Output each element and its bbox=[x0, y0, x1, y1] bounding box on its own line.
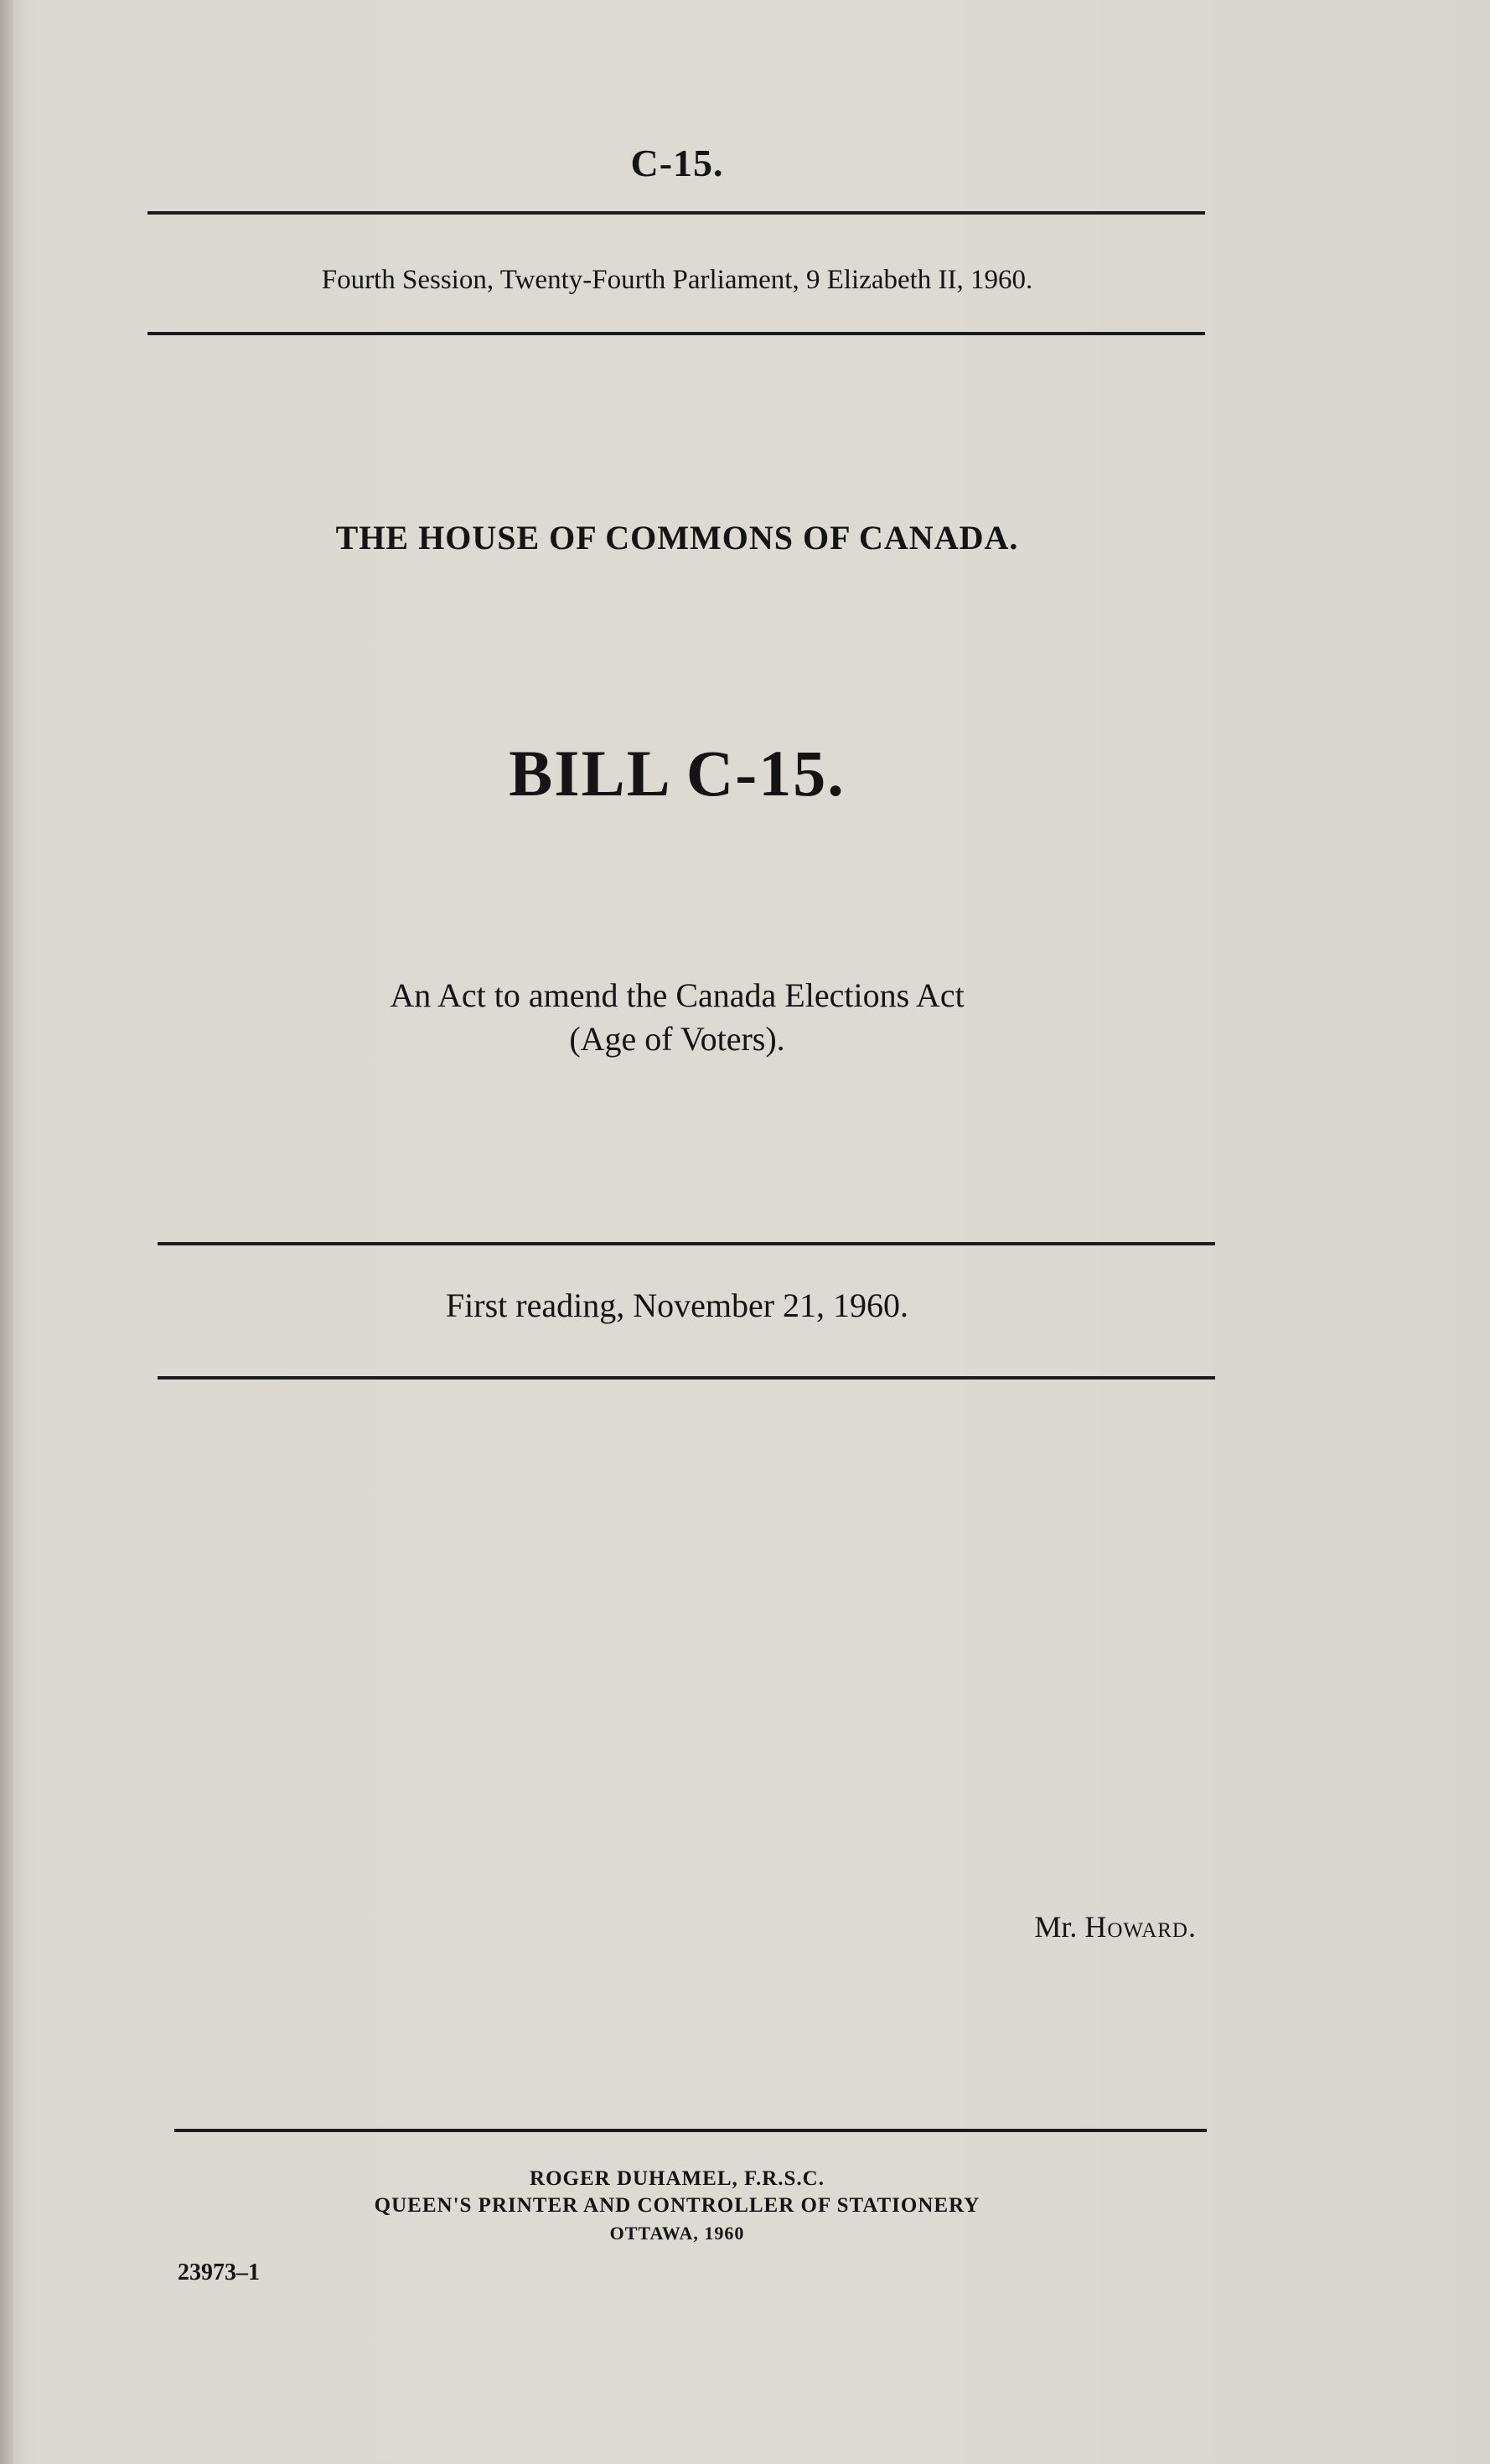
bill-title: BILL C-15. bbox=[509, 737, 846, 810]
printer-name: ROGER DUHAMEL, F.R.S.C. bbox=[530, 2167, 825, 2190]
reading-rule-top bbox=[158, 1242, 1215, 1245]
printer-title: QUEEN'S PRINTER AND CONTROLLER OF STATIONERY bbox=[374, 2194, 980, 2217]
printer-place: OTTAWA, 1960 bbox=[609, 2223, 745, 2244]
print-number: 23973–1 bbox=[178, 2260, 260, 2285]
house-heading: THE HOUSE OF COMMONS OF CANADA. bbox=[335, 519, 1019, 556]
act-title-line-2: (Age of Voters). bbox=[569, 1020, 785, 1058]
sponsor-prefix: Mr. bbox=[1034, 1910, 1078, 1944]
sponsor bbox=[929, 1909, 1197, 1944]
reading-rule-bottom bbox=[158, 1376, 1215, 1380]
session-line: Fourth Session, Twenty-Fourth Parliament, 9 Elizabeth II, 1960. bbox=[321, 265, 1033, 295]
binding-edge bbox=[0, 0, 13, 2464]
sponsor-name: Howard. bbox=[1084, 1910, 1197, 1944]
top-rule bbox=[147, 211, 1205, 215]
session-rule bbox=[147, 332, 1205, 335]
bill-code: C-15. bbox=[630, 142, 724, 184]
first-reading-line: First reading, November 21, 1960. bbox=[445, 1286, 909, 1324]
act-title-line-1: An Act to amend the Canada Elections Act bbox=[390, 976, 965, 1014]
footer-rule bbox=[174, 2129, 1207, 2132]
